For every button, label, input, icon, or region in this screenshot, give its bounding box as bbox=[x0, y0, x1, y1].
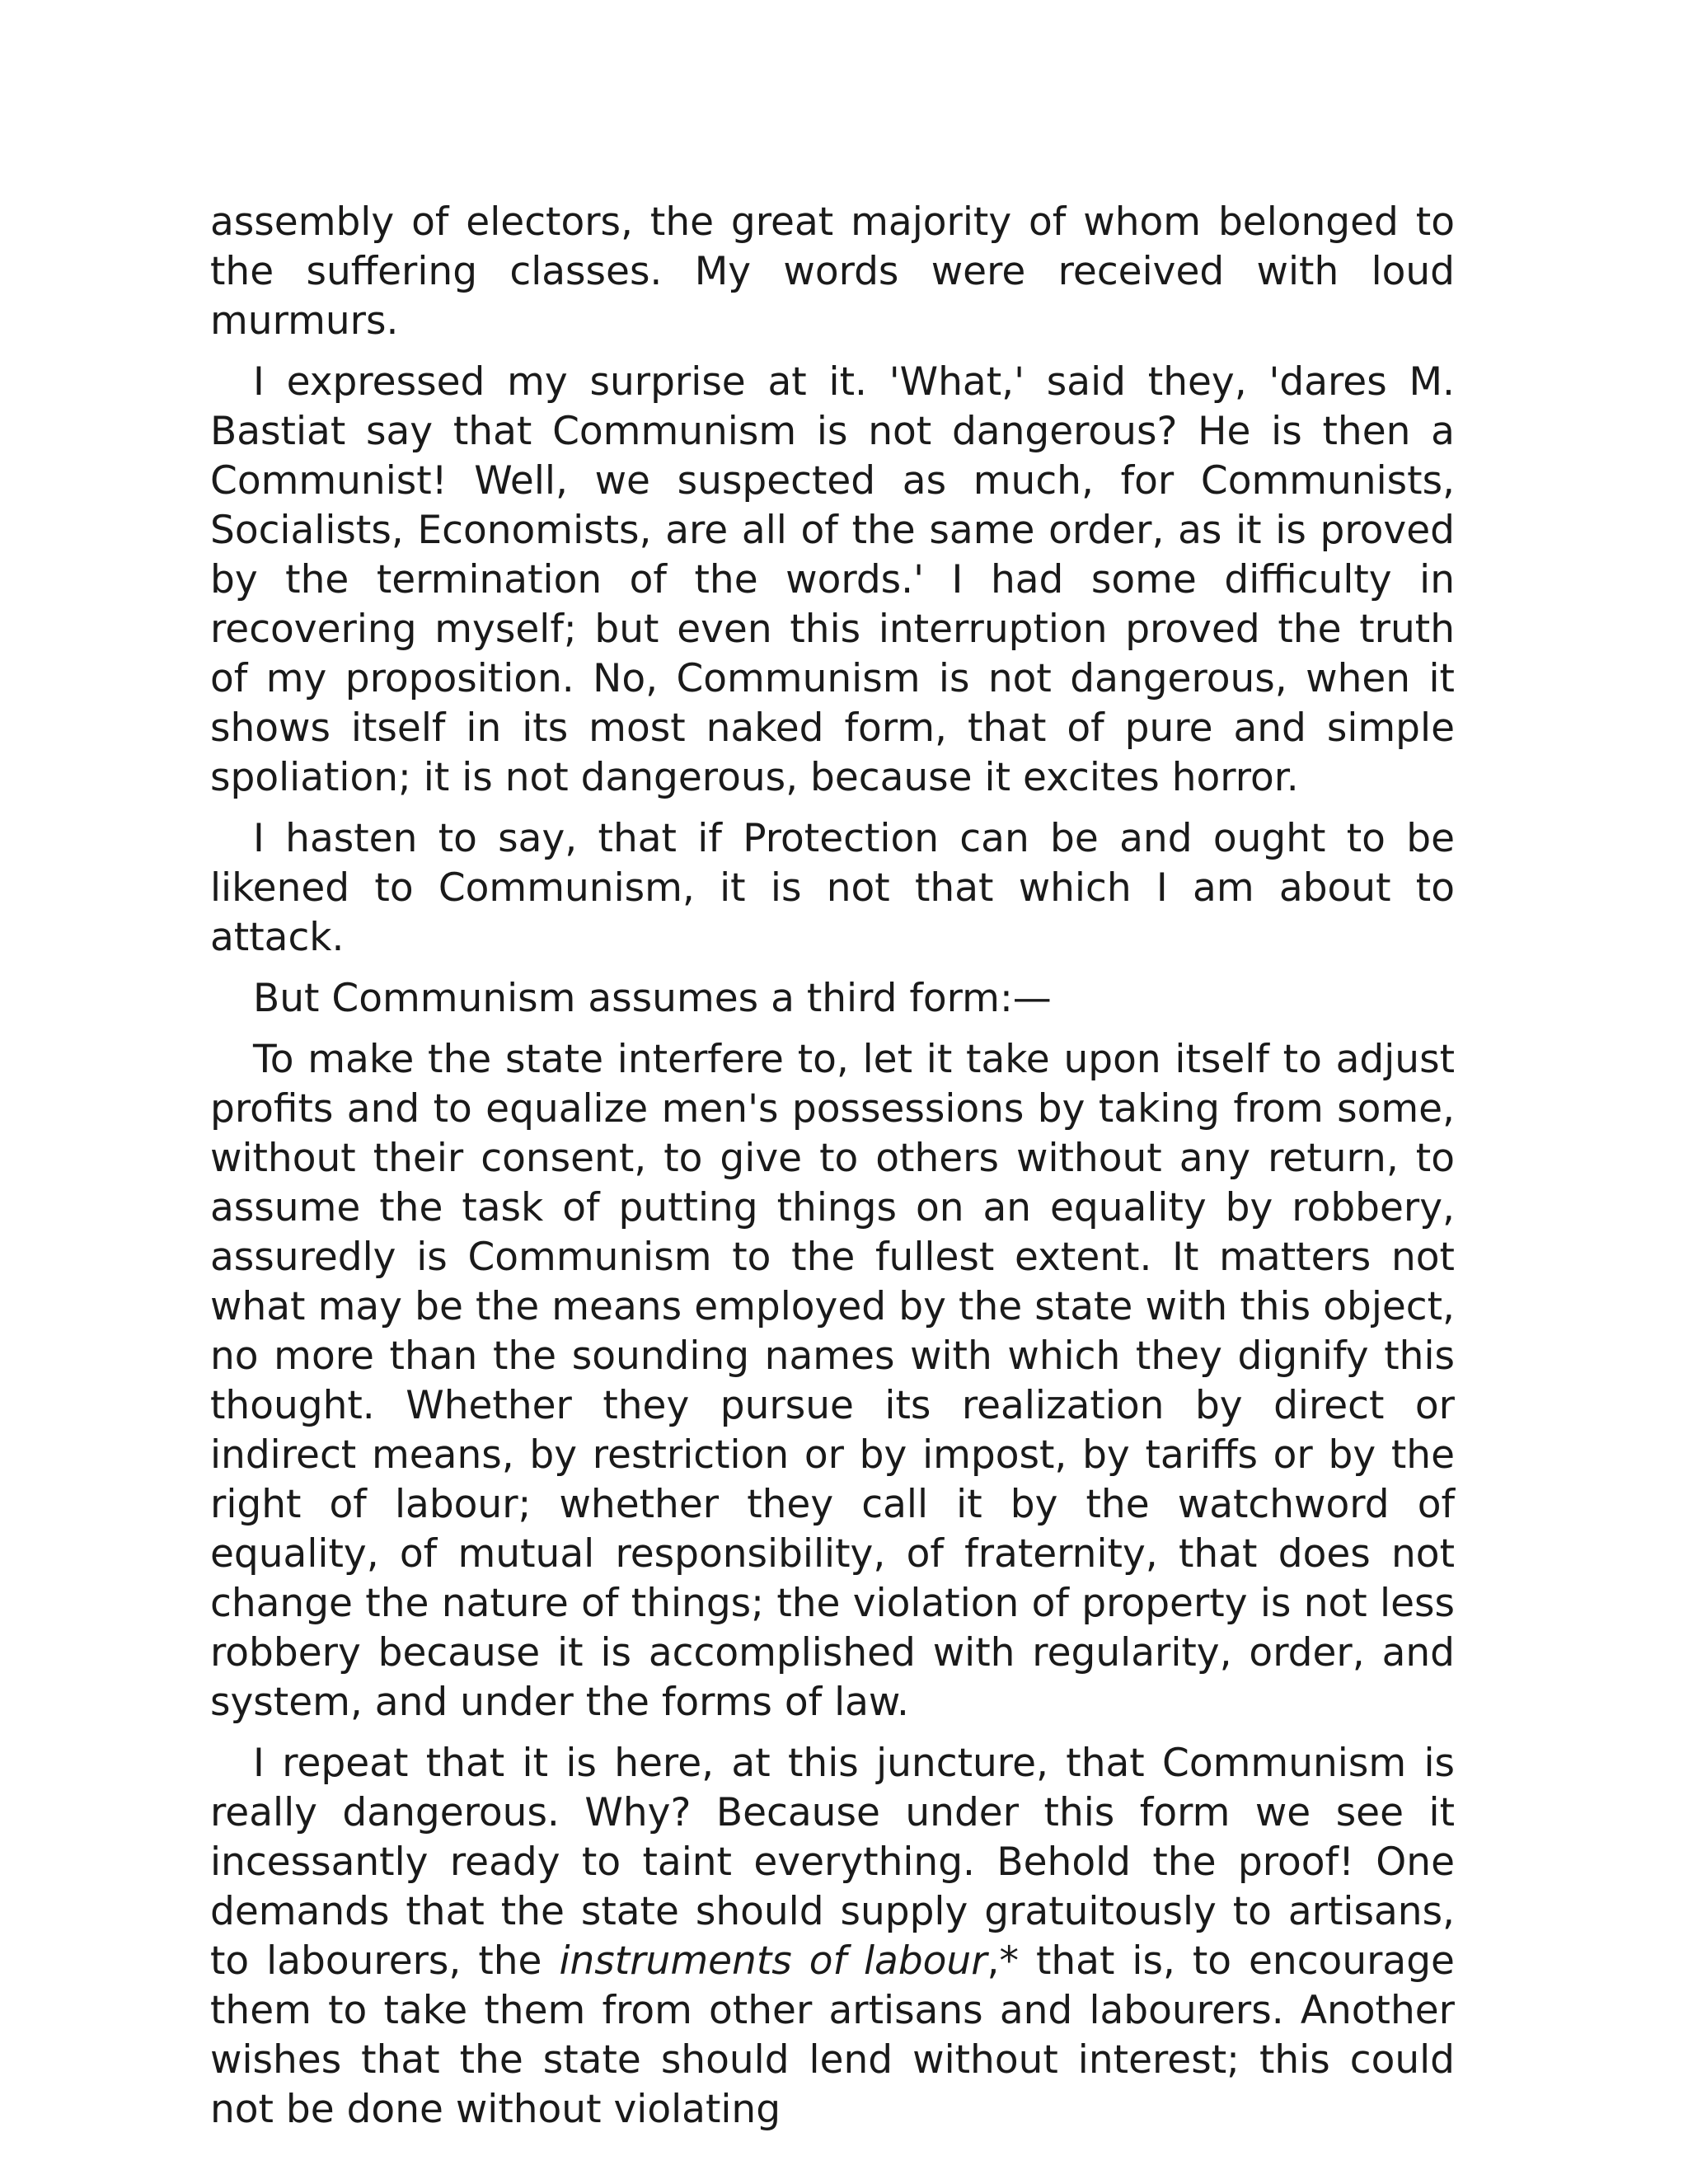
paragraph-4: But Communism assumes a third form:— bbox=[253, 976, 1052, 1021]
paragraph-5: To make the state interfere to, let it take upon itself to adjust profits and to equalize men's possessions by taking from some, without their consent, to give to others without any return, to assume the task of putting things on an equality by robbery, assuredly is Communism to the fullest extent. It matters not what may be the means employed by the state with this object, no more than the sounding names with which they dignify this thought. Whether they pursue its realization by direct or indirect means, by restriction or by impost, by tariffs or by the right of labour; whether they call it by the watchword of equality, of mutual responsibility, of fraternity, that does not change the nature of things; the violation of property is not less robbery because it is accomplished with regularity, order, and system, and under the forms of law. bbox=[210, 1037, 1455, 1725]
paragraph-3: I hasten to say, that if Protection can be and ought to be likened to Communism, it is not that which I am about to attack. bbox=[210, 816, 1455, 960]
document-page bbox=[210, 198, 1455, 2146]
paragraph-2: I expressed my surprise at it. 'What,' said they, 'dares M. Bastiat say that Communism is not dangerous? He is then a Communist! Well, we suspected as much, for Communists, Socialists, Economists, are all of the same order, as it is proved by the termination of the words.' I had some difficulty in recovering myself; but even this interruption proved the truth of my proposition. No, Communism is not dangerous, when it shows itself in its most naked form, that of pure and simple spoliation; it is not dangerous, because it excites horror. bbox=[210, 359, 1455, 800]
paragraph-6 bbox=[210, 1739, 1455, 2135]
paragraph-6-italic-phrase: instruments of labour bbox=[559, 1938, 987, 1984]
paragraph-1: assembly of electors, the great majority of whom belonged to the suffering classes. My words were received with loud murmurs. bbox=[210, 199, 1455, 344]
paragraph-6-text-end: ,* that is, to encourage them to take them from other artisans and labourers. Another wishes that the state should lend without interest; this could not be done without violating bbox=[210, 1938, 1455, 2132]
paragraph-6-text-start: I repeat that it is here, at this juncture, that Communism is really dangerous. Why? Because under this form we see it incessantly ready to taint everything. Behold the proof! One demands that the state should supply gratuitously to artisans, to labourers, the bbox=[210, 1741, 1455, 1984]
